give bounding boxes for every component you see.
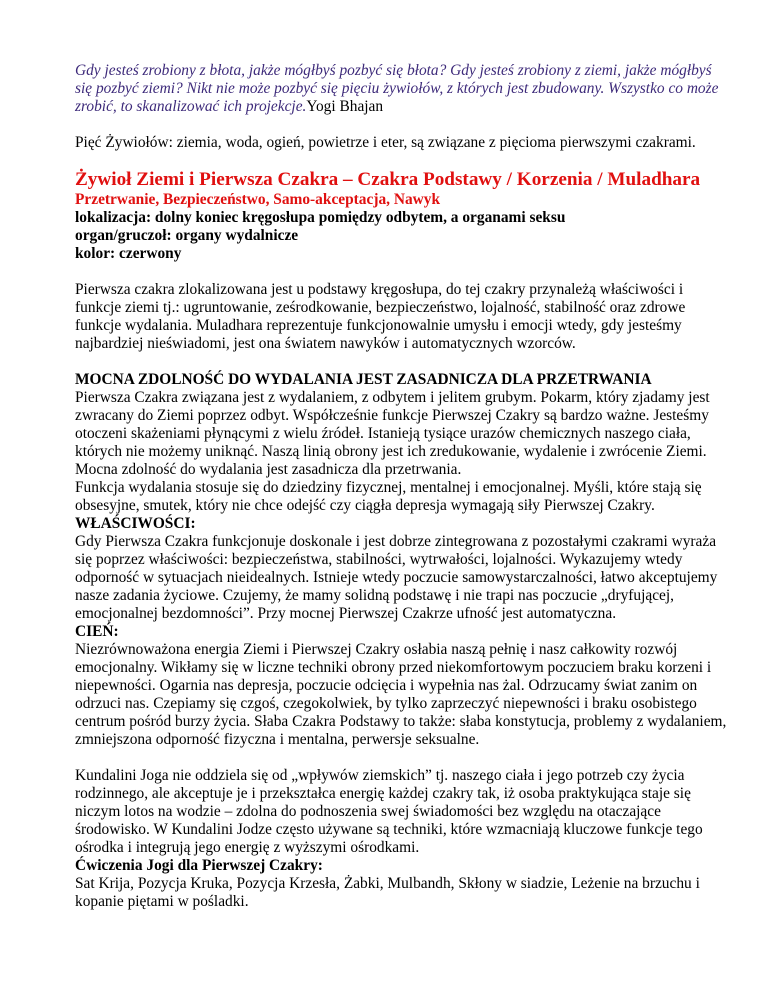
- section-title-exercises: Ćwiczenia Jogi dla Pierwszej Czakry:: [75, 857, 323, 874]
- chakra-location: lokalizacja: dolny koniec kręgosłupa pomiędzy odbytem, a organami seksu: [75, 209, 566, 226]
- section-body-elimination: Pierwsza Czakra związana jest z wydalaniem, z odbytem i jelitem grubym. Pokarm, który zjadamy jest zwracany do Ziemi poprzez odbyt. Współcześnie funkcje Pierwszej Czakry są bardzo ważne. Jesteśmy otoczeni skażeniami płynącymi z wielu źródeł. Istanieją tysiące urazów chemicznych naszego ciała, których nie możemy uniknąć. Naszą linią obrony jest ich zredukowanie, wydalenie i zwrócenie Ziemi. Mocna zdolność do wydalania jest zasadnicza dla przetrwania.: [75, 389, 710, 478]
- intro-paragraph: Pięć Żywiołów: ziemia, woda, ogień, powietrze i eter, są związane z pięcioma pierwszymi czakrami.: [75, 134, 696, 151]
- spacer: [75, 353, 728, 371]
- section-body-exercises: Sat Krija, Pozycja Kruka, Pozycja Krzesła, Żabki, Mulbandh, Skłony w siadzie, Leżenie na brzuchu i kopanie piętami w pośladki.: [75, 875, 700, 910]
- epigraph-quote: [75, 62, 728, 116]
- paragraph-description: Pierwsza czakra zlokalizowana jest u podstawy kręgosłupa, do tej czakry przynależą właściwości i funkcje ziemi tj.: ugruntowanie, ześrodkowanie, bezpieczeństwo, lojalność, stabilność oraz zdrowe funkcje wydalania. Muladhara reprezentuje funkcjonowalnie umysłu i emocji wtedy, gdy jesteśmy najbardziej nieświadomi, jest ona światem nawyków i automatycznych wzorców.: [75, 281, 686, 352]
- section-title-shadow: CIEŃ:: [75, 623, 119, 640]
- chakra-color: kolor: czerwony: [75, 245, 182, 262]
- paragraph-kundalini: Kundalini Joga nie oddziela się od „wpływów ziemskich” tj. naszego ciała i jego potrzeb czy życia rodzinnego, ale akceptuje je i przekształca energię każdej czakry tak, iż osoba praktykująca staje się niczym lotos na wodzie – zdolna do podnoszenia swej świadomości bez względu na otaczające środowisko. W Kundalini Jodze często używane są techniki, które wzmacniają kluczowe funkcje tego ośrodka i integrują jego energię z wyższymi ośrodkami.: [75, 767, 703, 856]
- chakra-heading: Żywioł Ziemi i Pierwsza Czakra – Czakra Podstawy / Korzenia / Muladhara: [75, 169, 701, 190]
- section-title-elimination: MOCNA ZDOLNOŚĆ DO WYDALANIA JEST ZASADNICZA DLA PRZETRWANIA: [75, 371, 652, 388]
- quote-author: Yogi Bhajan: [306, 98, 384, 115]
- quote-text: Gdy jesteś zrobiony z błota, jakże mógłbyś pozbyć się błota? Gdy jesteś zrobiony z ziemi, jakże mógłbyś się pozbyć ziemi? Nikt nie może pozbyć się pięciu żywiołów, z których jest zbudowany. Wszystko co może zrobić, to skanalizować ich projekcje.: [75, 62, 719, 115]
- chakra-organ: organ/gruczoł: organy wydalnicze: [75, 227, 299, 244]
- spacer: [75, 749, 728, 767]
- section-body-properties: Gdy Pierwsza Czakra funkcjonuje doskonale i jest dobrze zintegrowana z pozostałymi czakrami wyraża się poprzez właściwości: bezpieczeństwa, stabilności, wytrwałości, lojalności. Wykazujemy wtedy odporność w sytuacjach nieidealnych. Istnieje wtedy poczucie samowystarczalności, łatwo akceptujemy nasze zadania życiowe. Czujemy, że mamy solidną podstawę i nie trapi nas poczucie „dryfującej, emocjonalnej bezdomności”. Przy mocnej Pierwszej Czakrze ufność jest automatyczna.: [75, 533, 718, 622]
- spacer: [75, 263, 728, 281]
- section-title-properties: WŁAŚCIWOŚCI:: [75, 515, 196, 532]
- spacer: [75, 116, 728, 134]
- section-body-elimination-2: Funkcja wydalania stosuje się do dziedziny fizycznej, mentalnej i emocjonalnej. Myśli, które stają się obsesyjne, smutek, który nie chce odejść czy ciągła depresja wymagają siły Pierwszej Czakry.: [75, 479, 702, 514]
- spacer: [75, 152, 728, 169]
- section-body-shadow: Niezrównoważona energia Ziemi i Pierwszej Czakry osłabia naszą pełnię i nasz całkowity rozwój emocjonalny. Wikłamy się w liczne techniki obrony przed niekomfortowym poczuciem braku korzeni i niepewności. Ogarnia nas depresja, poczucie odcięcia i wypełnia nas żal. Odrzucamy świat zanim on odrzuci nas. Czepiamy się czgoś, czegokolwiek, by tylko zaprzeczyć niepewności i braku osobistego centrum pośród burzy życia. Słaba Czakra Podstawy to także: słaba konstytucja, problemy z wydalaniem, zmniejszona odporność fizyczna i mentalna, perwersje seksualne.: [75, 641, 727, 748]
- chakra-subtitle: Przetrwanie, Bezpieczeństwo, Samo-akceptacja, Nawyk: [75, 191, 441, 208]
